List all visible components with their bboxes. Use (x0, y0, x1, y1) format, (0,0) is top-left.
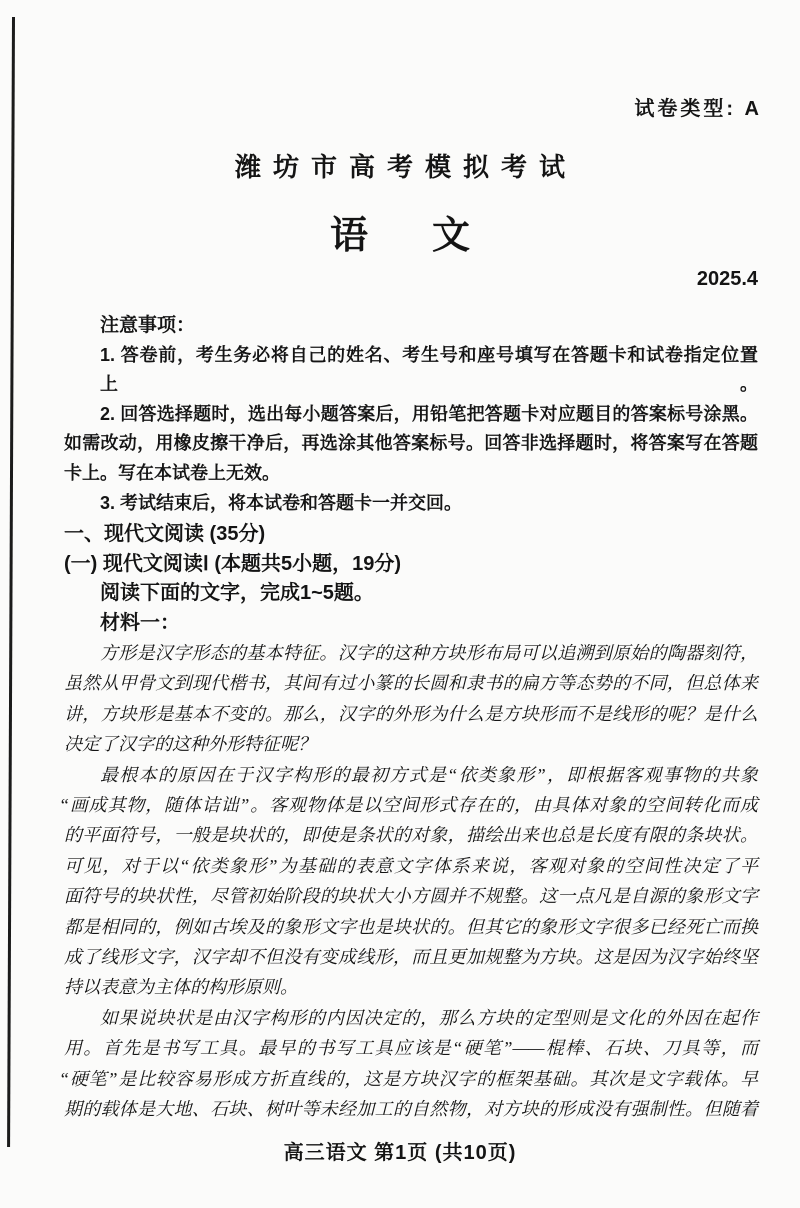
notice-item-2-line-3: 卡上。写在本试卷上无效。 (64, 462, 280, 483)
subject-title: 语 文 (329, 215, 483, 257)
material-line: 用。首先是书写工具。最早的书写工具应该是“硬笔”——棍棒、石块、刀具等，而 (64, 1038, 758, 1059)
material-line: 如果说块状是由汉字构形的内因决定的，那么方块的定型则是文化的外因在起作 (100, 1007, 758, 1028)
material-line: 的平面符号，一般是块状的，即使是条状的对象，描绘出来也总是长度有限的条块状。 (64, 825, 758, 846)
material-line: “画成其物，随体诘诎”。客观物体是以空间形式存在的，由具体对象的空间转化而成 (59, 795, 758, 816)
material-line: 期的载体是大地、石块、树叶等未经加工的自然物，对方块的形成没有强制性。但随着 (64, 1099, 758, 1120)
material-line: “硬笔”是比较容易形成方折直线的，这是方块汉字的框架基础。其次是文字载体。早 (59, 1068, 758, 1089)
material-label: 材料一： (100, 611, 180, 634)
exam-date: 2025.4 (696, 268, 758, 290)
material-line: 面符号的块状性，尽管初始阶段的块状大小方圆并不规整。这一点凡是自源的象形文字 (64, 886, 758, 907)
material-text-block (59, 638, 758, 1125)
exam-title: 潍坊市高考模拟考试 (234, 152, 577, 182)
page-edge-line (7, 17, 15, 1147)
material-line: 决定了汉字的这种外形特征呢？ (64, 734, 316, 755)
material-line: 最根本的原因在于汉字构形的最初方式是“依类象形”，即根据客观事物的共象 (100, 764, 758, 785)
section-part-title: 一、现代文阅读 (35分) (64, 523, 266, 545)
notice-heading: 注意事项： (100, 315, 196, 336)
notice-block (64, 311, 758, 518)
material-line: 可见，对于以“依类象形”为基础的表意文字体系来说，客观对象的空间性决定了平 (64, 855, 758, 876)
section-instruction: 阅读下面的文字，完成1~5题。 (100, 582, 374, 604)
paper-type-label: 试卷类型: A (634, 98, 762, 120)
page-footer: 高三语文 第1页 (共10页) (283, 1142, 517, 1164)
material-line: 方形是汉字形态的基本特征。汉字的这种方块形布局可以追溯到原始的陶器刻符， (100, 643, 758, 663)
notice-item-1: 1. 答卷前，考生务必将自己的姓名、考生号和座号填写在答题卡和试卷指定位置上。 (100, 344, 758, 395)
section-headings (64, 520, 758, 638)
material-line: 讲，方块形是基本不变的。那么，汉字的外形为什么是方块形而不是线形的呢？是什么 (64, 703, 758, 724)
notice-item-2-line-2: 如需改动，用橡皮擦干净后，再选涂其他答案标号。回答非选择题时，将答案写在答题 (64, 433, 758, 454)
material-line: 成了线形文字，汉字却不但没有变成线形，而且更加规整为方块。这是因为汉字始终坚 (64, 947, 758, 968)
material-line: 都是相同的，例如古埃及的象形文字也是块状的。但其它的象形文字很多已经死亡而换 (64, 916, 758, 937)
notice-item-3: 3. 考试结束后，将本试卷和答题卡一并交回。 (100, 492, 463, 513)
material-line: 持以表意为主体的构形原则。 (64, 977, 298, 998)
material-line: 虽然从甲骨文到现代楷书，其间有过小篆的长圆和隶书的扁方等态势的不同，但总体来 (64, 673, 758, 694)
section-subpart-title: (一) 现代文阅读Ⅰ (本题共5小题，19分) (64, 552, 402, 575)
notice-item-2-line-1: 2. 回答选择题时，选出每小题答案后，用铅笔把答题卡对应题目的答案标号涂黑。 (100, 403, 758, 424)
